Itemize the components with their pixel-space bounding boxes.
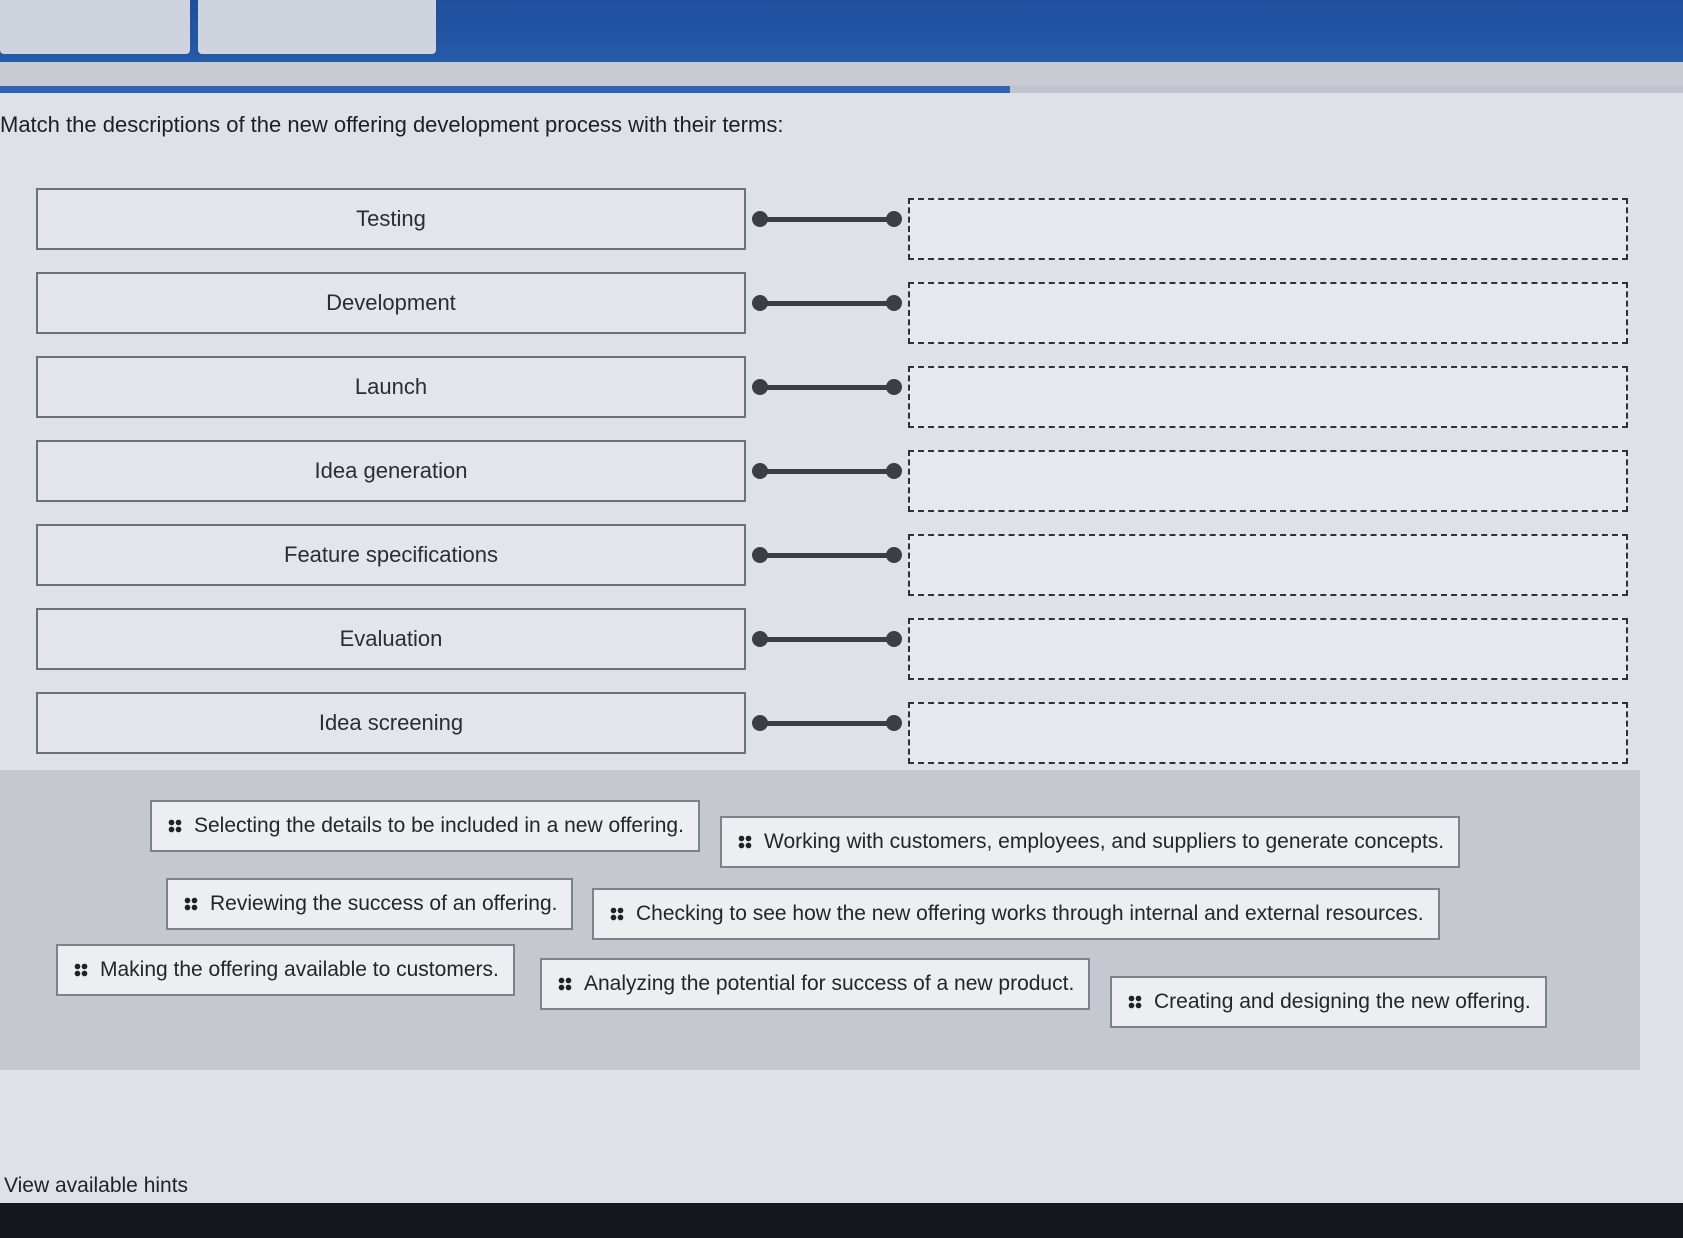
drag-handle-icon	[168, 819, 182, 833]
drag-handle-icon	[610, 907, 624, 921]
nav-tab-1[interactable]	[0, 0, 190, 54]
choice-label: Working with customers, employees, and suppliers to generate concepts.	[764, 830, 1445, 853]
term-box-development: Development	[36, 272, 746, 334]
progress-bar	[0, 86, 1683, 93]
connector-line	[752, 714, 902, 732]
choice-label: Checking to see how the new offering works through internal and external resources.	[636, 902, 1424, 925]
term-box-idea-generation: Idea generation	[36, 440, 746, 502]
connector-line	[752, 546, 902, 564]
connector-line	[752, 294, 902, 312]
connector-line	[752, 630, 902, 648]
view-hints-link[interactable]: View available hints	[4, 1174, 189, 1197]
term-box-idea-screening: Idea screening	[36, 692, 746, 754]
term-box-feature-specifications: Feature specifications	[36, 524, 746, 586]
choice-analyzing-potential[interactable]	[540, 958, 1090, 1010]
drag-handle-icon	[738, 835, 752, 849]
term-box-launch: Launch	[36, 356, 746, 418]
drag-handle-icon	[74, 963, 88, 977]
choice-selecting-details[interactable]	[150, 800, 700, 852]
drop-zone-evaluation[interactable]	[908, 618, 1628, 680]
choice-label: Selecting the details to be included in a new offering.	[194, 814, 684, 837]
nav-tab-2[interactable]	[198, 0, 436, 54]
drop-zone-feature-specifications[interactable]	[908, 534, 1628, 596]
choice-creating-designing[interactable]	[1110, 976, 1547, 1028]
drop-zone-idea-screening[interactable]	[908, 702, 1628, 764]
choice-label: Creating and designing the new offering.	[1154, 990, 1531, 1013]
term-box-evaluation: Evaluation	[36, 608, 746, 670]
term-box-testing: Testing	[36, 188, 746, 250]
drop-zone-launch[interactable]	[908, 366, 1628, 428]
top-navigation-bar	[0, 0, 1683, 62]
drag-handle-icon	[558, 977, 572, 991]
choice-reviewing-success[interactable]	[166, 878, 573, 930]
choice-checking-works[interactable]	[592, 888, 1440, 940]
progress-bar-fill	[0, 86, 1010, 93]
drag-handle-icon	[1128, 995, 1142, 1009]
drag-handle-icon	[184, 897, 198, 911]
choice-label: Making the offering available to customers.	[100, 958, 499, 981]
connector-line	[752, 462, 902, 480]
drop-zone-testing[interactable]	[908, 198, 1628, 260]
choice-label: Analyzing the potential for success of a new product.	[584, 972, 1075, 995]
drop-zone-idea-generation[interactable]	[908, 450, 1628, 512]
screen-bezel	[0, 1203, 1683, 1238]
choice-label: Reviewing the success of an offering.	[210, 892, 558, 915]
drop-zone-development[interactable]	[908, 282, 1628, 344]
connector-line	[752, 378, 902, 396]
question-prompt: Match the descriptions of the new offering development process with their terms:	[0, 112, 784, 137]
choice-working-with-customers[interactable]	[720, 816, 1460, 868]
choice-making-available[interactable]	[56, 944, 515, 996]
connector-line	[752, 210, 902, 228]
